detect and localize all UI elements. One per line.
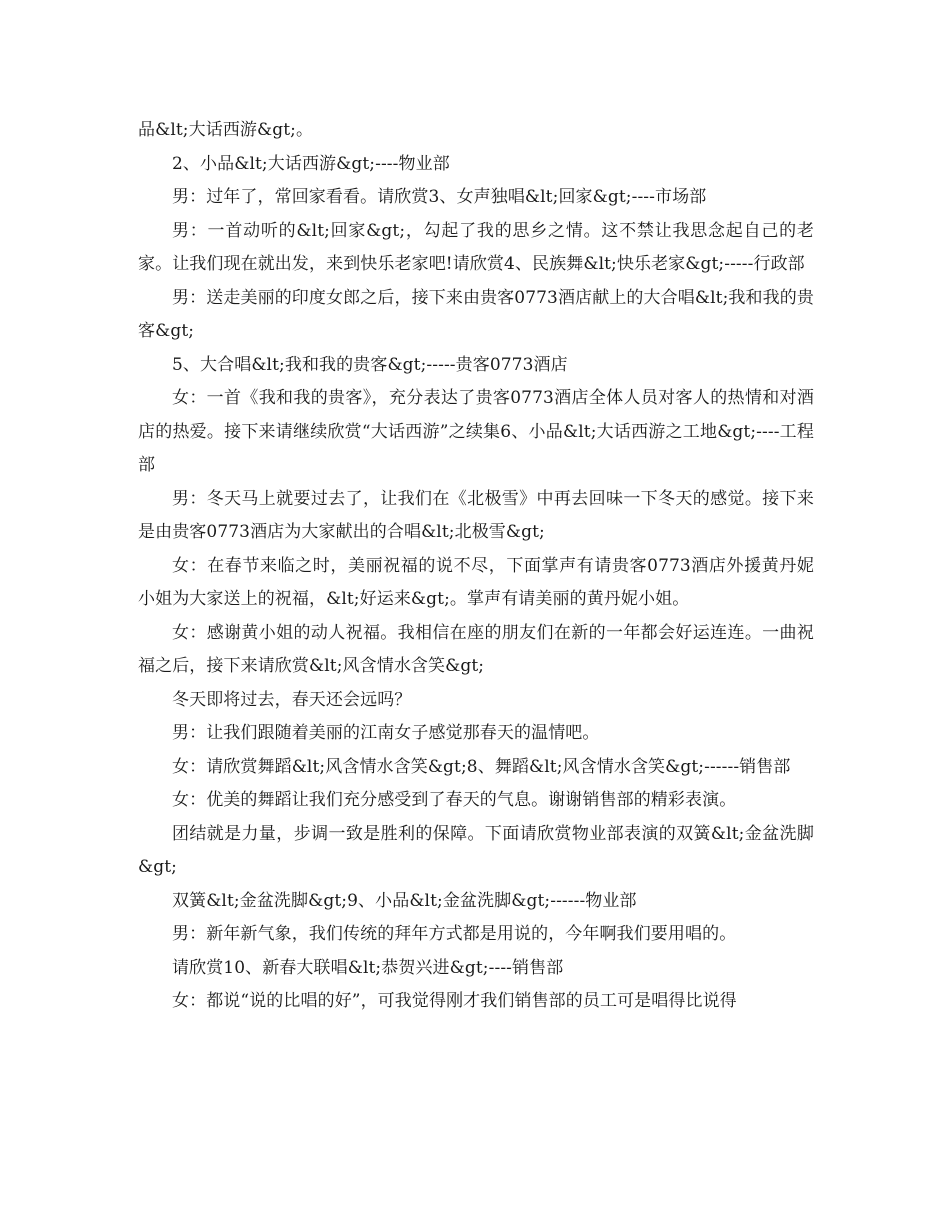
paragraph: 女：感谢黄小姐的动人祝福。我相信在座的朋友们在新的一年都会好运连连。一曲祝福之后，接下来请欣赏&lt;风含情水含笑&gt; bbox=[138, 622, 814, 676]
paragraph: 男：送走美丽的印度女郎之后，接下来由贵客0773酒店献上的大合唱&lt;我和我的贵客&gt; bbox=[138, 287, 814, 341]
paragraph: 女：优美的舞蹈让我们充分感受到了春天的气息。谢谢销售部的精彩表演。 bbox=[172, 790, 737, 810]
document-body bbox=[138, 114, 814, 1019]
paragraph: 品&lt;大话西游&gt;。 bbox=[138, 120, 314, 140]
paragraph: 女：都说“说的比唱的好”，可我觉得刚才我们销售部的员工可是唱得比说得 bbox=[172, 991, 737, 1011]
paragraph: 男：新年新气象，我们传统的拜年方式都是用说的，今年啊我们要用唱的。 bbox=[172, 924, 737, 944]
paragraph: 冬天即将过去，春天还会远吗？ bbox=[172, 689, 412, 710]
paragraph: 女：请欣赏舞蹈&lt;风含情水含笑&gt;8、舞蹈&lt;风含情水含笑&gt;------销售部 bbox=[172, 756, 791, 777]
paragraph: 男：一首动听的&lt;回家&gt;，勾起了我的思乡之情。这不禁让我思念起自己的老家。让我们现在就出发，来到快乐老家吧!请欣赏4、民族舞&lt;快乐老家&gt;-----行政部 bbox=[138, 220, 814, 274]
paragraph: 2、小品&lt;大话西游&gt;----物业部 bbox=[172, 153, 450, 174]
paragraph: 双簧&lt;金盆洗脚&gt;9、小品&lt;金盆洗脚&gt;------物业部 bbox=[172, 890, 637, 911]
paragraph: 男：过年了，常回家看看。请欣赏3、女声独唱&lt;回家&gt;----市场部 bbox=[172, 187, 707, 207]
paragraph: 男：让我们跟随着美丽的江南女子感觉那春天的温情吧。 bbox=[172, 723, 600, 743]
paragraph: 女：在春节来临之时，美丽祝福的说不尽，下面掌声有请贵客0773酒店外援黄丹妮小姐为大家送上的祝福，&lt;好运来&gt;。掌声有请美丽的黄丹妮小姐。 bbox=[138, 555, 814, 609]
paragraph: 女：一首《我和我的贵客》，充分表达了贵客0773酒店全体人员对客人的热情和对酒店的热爱。接下来请继续欣赏“大话西游”之续集6、小品&lt;大话西游之工地&gt;----工程部 bbox=[138, 388, 814, 475]
paragraph: 5、大合唱&lt;我和我的贵客&gt;-----贵客0773酒店 bbox=[172, 354, 568, 375]
paragraph: 请欣赏10、新春大联唱&lt;恭贺兴进&gt;----销售部 bbox=[172, 957, 564, 978]
paragraph: 团结就是力量，步调一致是胜利的保障。下面请欣赏物业部表演的双簧&lt;金盆洗脚&gt; bbox=[138, 823, 814, 877]
paragraph: 男：冬天马上就要过去了，让我们在《北极雪》中再去回味一下冬天的感觉。接下来是由贵客0773酒店为大家献出的合唱&lt;北极雪&gt; bbox=[138, 488, 814, 542]
